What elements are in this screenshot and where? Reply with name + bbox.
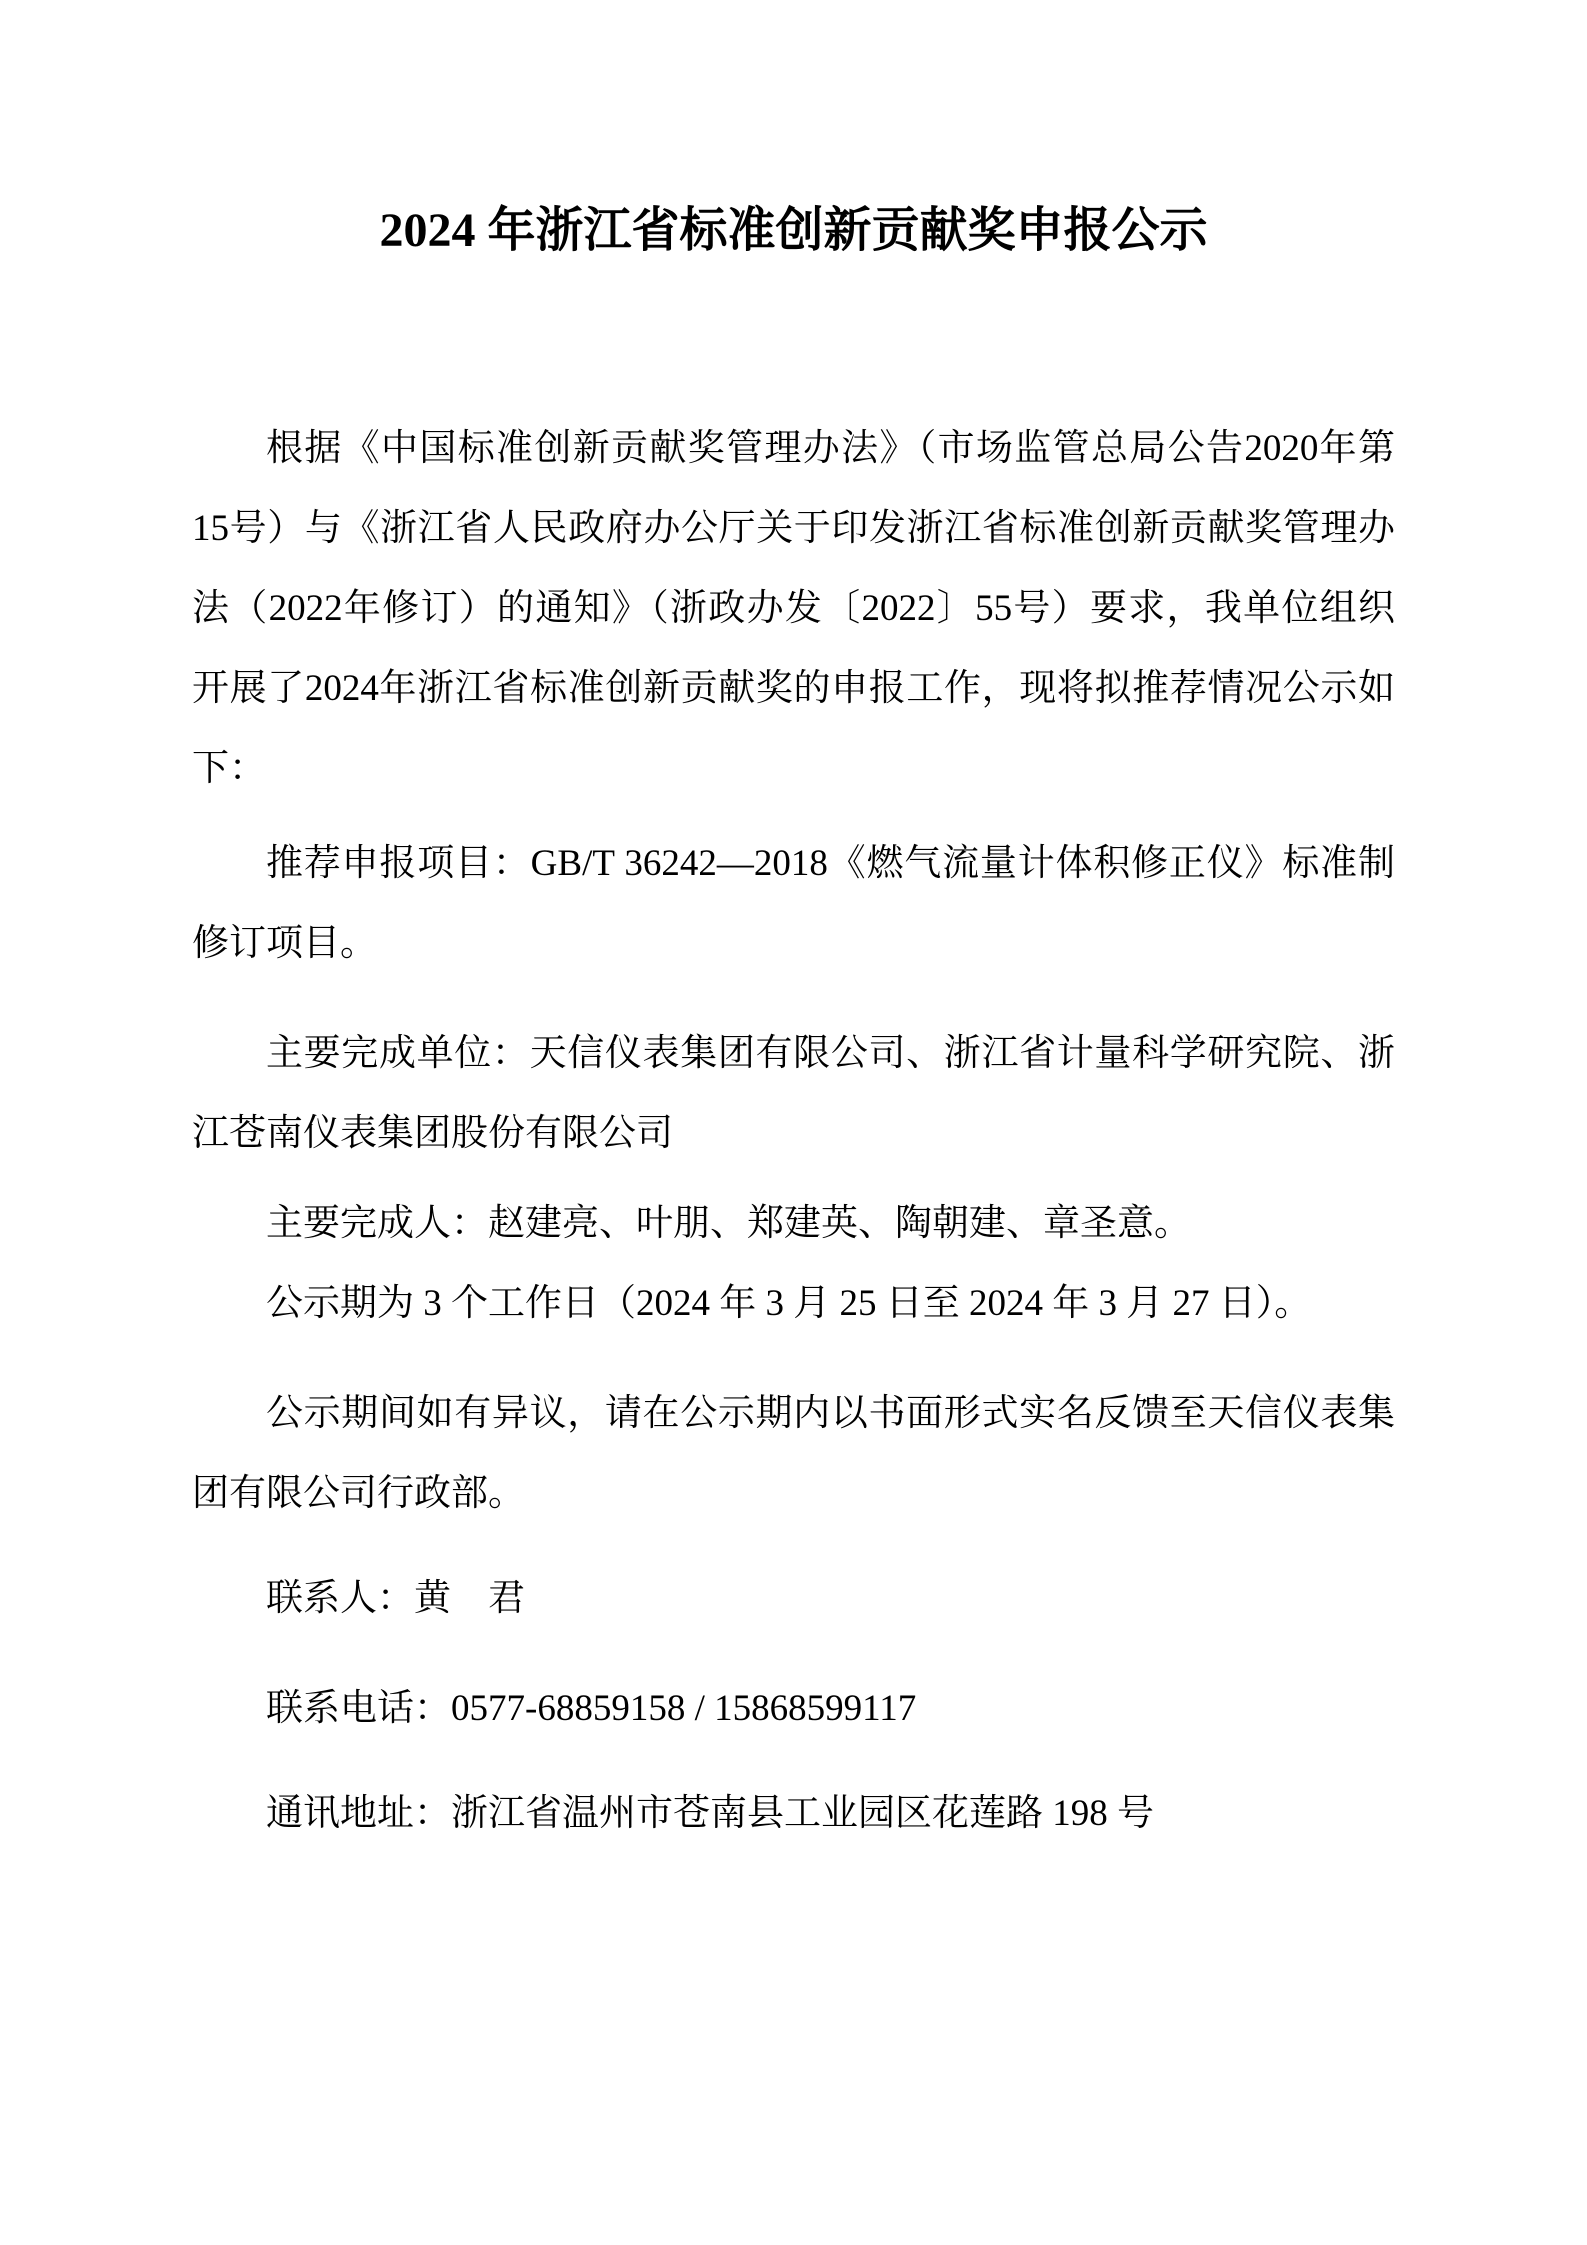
paragraph-contact-phone bbox=[192, 1669, 1395, 1749]
text-line: 法（2022年修订）的通知》（浙政办发〔2022〕55号）要求，我单位组织 bbox=[192, 588, 1395, 629]
text-line: 修订项目。 bbox=[192, 923, 377, 964]
paragraph-people bbox=[192, 1184, 1395, 1264]
paragraph-project bbox=[192, 824, 1395, 984]
text-line: 主要完成单位：天信仪表集团有限公司、浙江省计量科学研究院、浙 bbox=[266, 1033, 1395, 1074]
paragraph-contact-address bbox=[192, 1774, 1395, 1854]
paragraph-objection bbox=[192, 1374, 1395, 1534]
paragraph-intro bbox=[192, 409, 1395, 809]
text-line: 下： bbox=[192, 748, 266, 789]
text-line: 公示期间如有异议，请在公示期内以书面形式实名反馈至天信仪表集 bbox=[266, 1393, 1395, 1434]
text-line: 开展了2024年浙江省标准创新贡献奖的申报工作，现将拟推荐情况公示如 bbox=[192, 668, 1395, 709]
text-line: 公示期为 3 个工作日（2024 年 3 月 25 日至 2024 年 3 月 27 日）。 bbox=[266, 1283, 1312, 1324]
contact-phone-line: 联系电话：0577-68859158 / 15868599117 bbox=[266, 1688, 917, 1729]
document-title: 2024 年浙江省标准创新贡献奖申报公示 bbox=[379, 204, 1208, 257]
contact-name-line: 联系人：黄 君 bbox=[266, 1578, 525, 1619]
paragraph-contact-name bbox=[192, 1559, 1395, 1639]
contact-address-line: 通讯地址：浙江省温州市苍南县工业园区花莲路 198 号 bbox=[266, 1793, 1154, 1834]
document-body bbox=[192, 409, 1395, 1854]
text-line: 主要完成人：赵建亮、叶朋、郑建英、陶朝建、章圣意。 bbox=[266, 1203, 1191, 1244]
paragraph-period bbox=[192, 1264, 1395, 1344]
text-line: 根据《中国标准创新贡献奖管理办法》（市场监管总局公告2020年第 bbox=[266, 428, 1395, 469]
text-line: 推荐申报项目：GB/T 36242—2018《燃气流量计体积修正仪》标准制 bbox=[266, 843, 1395, 884]
text-line: 江苍南仪表集团股份有限公司 bbox=[192, 1113, 673, 1154]
text-line: 团有限公司行政部。 bbox=[192, 1473, 525, 1514]
paragraph-companies bbox=[192, 1014, 1395, 1174]
text-line: 15号）与《浙江省人民政府办公厅关于印发浙江省标准创新贡献奖管理办 bbox=[192, 508, 1395, 549]
